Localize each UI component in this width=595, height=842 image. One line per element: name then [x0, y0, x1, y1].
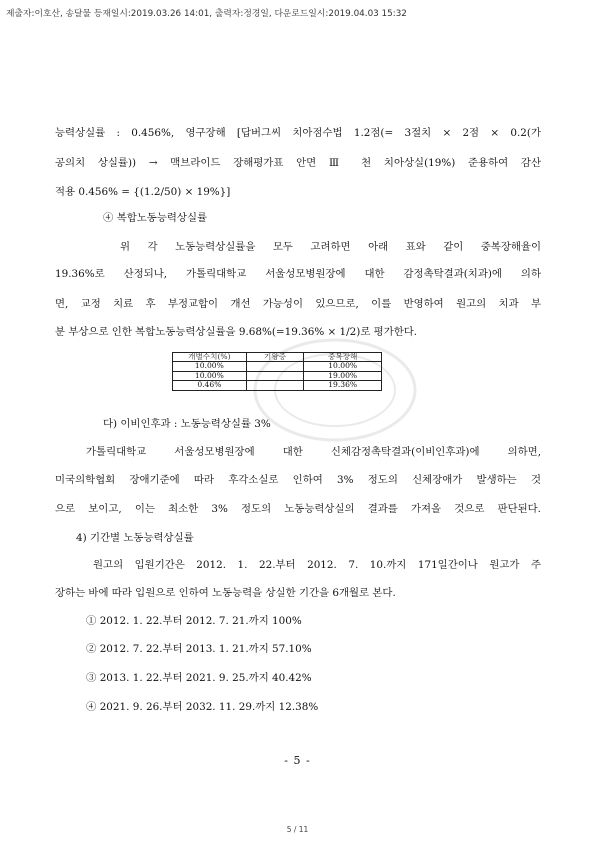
body-line: 19.36%로 산정되나, 가톨릭대학교 서울성모병원장에 대한 감정촉탁결과(치과)에 의하 — [55, 268, 541, 280]
section-heading: 4) 기간별 노동능력상실률 — [76, 532, 194, 544]
body-line: 장하는 바에 따라 입원으로 인하여 노동능력을 상실한 기간을 6개월로 본다. — [55, 587, 396, 599]
body-line: 가톨릭대학교 서울성모병원장에 대한 신체감정촉탁결과(이비인후과)에 의하면, — [86, 446, 541, 458]
table-cell — [246, 371, 304, 380]
disability-rate-table — [172, 352, 382, 391]
section-heading: ④ 복합노동능력상실률 — [103, 212, 208, 224]
table-row — [173, 362, 382, 371]
table-cell: 10.00% — [173, 362, 247, 371]
table-row — [173, 381, 382, 390]
table-header-cell: 개별수치(%) — [173, 353, 247, 362]
table-cell: 0.46% — [173, 381, 247, 390]
period-item: ③ 2013. 1. 22.부터 2021. 9. 25.까지 40.42% — [86, 672, 312, 684]
table-header-cell: 기왕증 — [246, 353, 304, 362]
period-item: ④ 2021. 9. 26.부터 2032. 11. 29.까지 12.38% — [86, 701, 319, 713]
body-line: 미국의학협회 장애기준에 따라 후각소실로 인하여 3% 정도의 신체장애가 발생하는 것 — [55, 474, 541, 486]
body-line: 위 각 노동능력상실률을 모두 고려하면 아래 표와 같이 중복장해율이 — [120, 241, 541, 253]
section-heading: 다) 이비인후과 : 노동능력상실률 3% — [103, 418, 271, 430]
body-line: 공의치 상실률)) → 맥브라이드 장해평가표 안면 Ⅲ 천 치아상실(19%) 준용하여 감산 — [55, 157, 541, 169]
document-header: 제출자:이호산, 송달물 등재일시:2019.03.26 14:01, 출력자:정경일, 다운로드일시:2019.04.03 15:32 — [6, 9, 407, 19]
period-item: ① 2012. 1. 22.부터 2012. 7. 21.까지 100% — [86, 615, 302, 627]
table-cell: 19.36% — [304, 381, 382, 390]
body-line: 원고의 입원기간은 2012. 1. 22.부터 2012. 7. 10.까지 171일간이나 원고가 주 — [93, 559, 541, 571]
page-number: - 5 - — [284, 754, 311, 767]
body-line: 으로 보이고, 이는 최소한 3% 정도의 노동능력상실의 결과를 가져올 것으로 판단된다. — [55, 503, 541, 515]
table-cell: 10.00% — [173, 371, 247, 380]
body-line: 적용 0.456% = {(1.2/50) × 19%}] — [55, 186, 231, 198]
table-cell — [246, 381, 304, 390]
page-counter: 5 / 11 — [286, 825, 309, 834]
table-cell: 10.00% — [304, 362, 382, 371]
body-line: 면, 교정 치료 후 부정교합이 개선 가능성이 있으므로, 이를 반영하여 원고의 치과 부 — [55, 298, 541, 310]
table-header-cell: 중복장해 — [304, 353, 382, 362]
period-item: ② 2012. 7. 22.부터 2013. 1. 21.까지 57.10% — [86, 643, 312, 655]
table-cell: 19.00% — [304, 371, 382, 380]
body-line: 분 부상으로 인한 복합노동능력상실률을 9.68%(=19.36% × 1/2)로 평가한다. — [55, 326, 418, 338]
body-line: 능력상실률 : 0.456%, 영구장해 [답버그씨 치아점수법 1.2점(= 3절치 × 2점 × 0.2(가 — [55, 127, 541, 139]
table-cell — [246, 362, 304, 371]
